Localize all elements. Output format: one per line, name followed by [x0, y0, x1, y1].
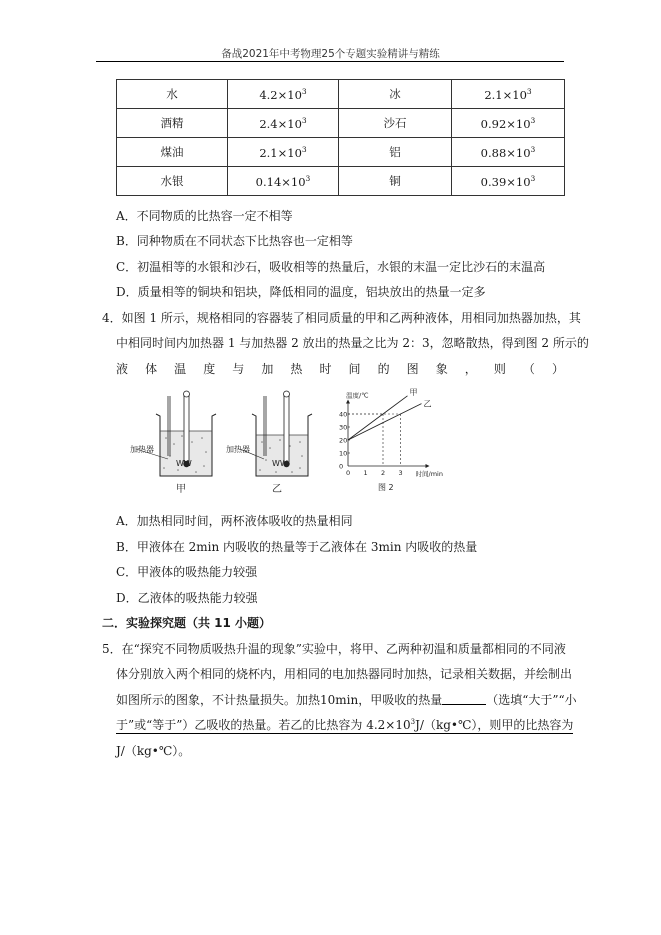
table-cell: [339, 80, 452, 109]
q4-stem-line-1: 4．如图 1 所示，规格相同的容器装了相同质量的甲和乙两种液体，用相同加热器加热，其: [102, 311, 581, 325]
heater-coil-label: WW: [272, 459, 288, 468]
cell-exponent: 3: [301, 144, 307, 154]
stem-char: ，: [464, 362, 477, 376]
table-cell: [117, 138, 228, 167]
cell-value: 沙石: [383, 116, 407, 130]
stem-char: 图: [406, 362, 419, 376]
q4-figure: [130, 386, 460, 498]
stem-char: 热: [290, 362, 303, 376]
q5-line-4-after: J/（kg•℃），则甲的比热容为: [415, 718, 574, 732]
table-cell: [228, 80, 339, 109]
cell-value: 0.88×10: [480, 145, 531, 160]
table-row: [117, 138, 565, 167]
cell-value: 酒精: [160, 116, 184, 130]
q4-stem-line-2: 中相同时间内加热器 1 与加热器 2 放出的热量之比为 2：3，忽略散热，得到图 2 所示的: [116, 336, 589, 350]
cell-value: 0.39×10: [480, 174, 531, 189]
q5-line-3-text: 如图所示的图象，不计热量损失。加热10min，甲吸收的热量: [116, 693, 443, 707]
beaker-jia: [130, 391, 216, 495]
cell-value: 2.1×10: [259, 145, 302, 160]
x-axis-arrow: [426, 464, 430, 468]
table-cell: [117, 80, 228, 109]
q3-option-a[interactable]: A．不同物质的比热容一定不相等: [116, 209, 293, 223]
cell-value: 2.4×10: [259, 116, 302, 131]
table-cell: [452, 167, 565, 196]
q5-line-4-text: 于”或“等于”）乙吸收的热量。若乙的比热容为 4.2×10: [116, 718, 411, 732]
x-tick-label: 0: [346, 469, 351, 477]
table-cell: [452, 80, 565, 109]
q5-line-3-after: （选填“大于”“小: [486, 693, 577, 707]
cell-value: 2.1×10: [484, 87, 527, 102]
cell-exponent: 3: [305, 173, 311, 183]
q3-option-b[interactable]: B．同种物质在不同状态下比热容也一定相等: [116, 234, 353, 248]
figure-caption: 图 2: [378, 483, 394, 492]
table-cell: [228, 167, 339, 196]
stem-char: 温: [174, 362, 187, 376]
table-cell: [117, 167, 228, 196]
series-line-jia: [348, 396, 408, 440]
q4-option-d[interactable]: D．乙液体的吸热能力较强: [116, 591, 258, 605]
y-axis-arrow: [346, 400, 350, 404]
table-cell: [452, 138, 565, 167]
q5-stem-line-2: 体分别放入两个相同的烧杯内，用相同的电加热器同时加热，记录相关数据，并绘制出: [116, 667, 573, 681]
cell-exponent: 3: [301, 86, 307, 96]
y-tick-label: 20: [339, 436, 348, 445]
stem-char: 间: [348, 362, 361, 376]
x-axis-label: 时间/min: [415, 470, 443, 478]
q5-line-4-sup: 3: [410, 718, 416, 726]
stem-char: 象: [435, 362, 448, 376]
stem-char: 的: [377, 362, 390, 376]
cell-value: 0.14×10: [255, 174, 306, 189]
table-row: [117, 109, 565, 138]
table-cell: [339, 138, 452, 167]
header-rule: [96, 61, 564, 62]
beaker-yi: [226, 391, 312, 495]
series-label: 甲: [409, 387, 418, 397]
table-cell: [228, 109, 339, 138]
y-axis-label: 温度/℃: [346, 391, 369, 400]
cell-value: 水: [166, 87, 178, 101]
x-tick-label: 2: [381, 469, 386, 477]
x-tick-label: 1: [363, 469, 368, 477]
stem-char: 则: [493, 362, 506, 376]
table-cell: [117, 109, 228, 138]
y-tick-label: 40: [339, 410, 348, 419]
table-row: [117, 167, 565, 196]
q5-blank-1[interactable]: [442, 693, 486, 705]
series-line-yi: [348, 404, 422, 440]
y-tick-label: 10: [339, 449, 348, 458]
stem-char: 与: [232, 362, 245, 376]
q5-stem-line-5: J/（kg•℃）。: [116, 744, 191, 758]
q3-option-d[interactable]: D．质量相等的铜块和铝块，降低相同的温度，铝块放出的热量一定多: [116, 285, 486, 299]
heater-label: 加热器: [130, 445, 154, 454]
q4-option-a[interactable]: A．加热相同时间，两杯液体吸收的热量相同: [116, 514, 353, 528]
cell-exponent: 3: [530, 144, 536, 154]
cell-exponent: 3: [530, 173, 536, 183]
cell-value: 铝: [389, 145, 401, 159]
y-tick-label: 30: [339, 423, 348, 432]
stem-char: 度: [203, 362, 216, 376]
heater-label: 加热器: [226, 445, 250, 454]
stem-char: （: [522, 362, 535, 376]
y-tick-label: 0: [339, 462, 344, 471]
q5-stem-line-4: [116, 716, 573, 734]
section-title: 二．实验探究题（共 11 小题）: [102, 616, 272, 630]
cell-value: 冰: [389, 87, 401, 101]
cell-value: 煤油: [160, 145, 184, 159]
page-header: 备战2021年中考物理25个专题实验精讲与精练: [221, 48, 440, 60]
stem-char: 加: [261, 362, 274, 376]
cell-exponent: 3: [526, 86, 532, 96]
table-cell: [228, 138, 339, 167]
table-cell: [339, 109, 452, 138]
table-row: [117, 80, 565, 109]
cell-value: 水银: [160, 174, 184, 188]
beaker-label: 乙: [272, 484, 282, 495]
specific-heat-table: [116, 79, 565, 196]
beaker-label: 甲: [176, 484, 186, 495]
stem-char: 体: [145, 362, 158, 376]
table-cell: [452, 109, 565, 138]
cell-exponent: 3: [301, 115, 307, 125]
temperature-time-chart: [339, 388, 443, 478]
stem-char: 时: [319, 362, 332, 376]
cell-value: 0.92×10: [480, 116, 531, 131]
stem-char: 液: [116, 362, 129, 376]
cell-value: 铜: [389, 174, 401, 188]
q5-stem-line-3: [116, 691, 577, 708]
q4-option-b[interactable]: B．甲液体在 2min 内吸收的热量等于乙液体在 3min 内吸收的热量: [116, 540, 478, 554]
q5-stem-line-1: 5．在“探究不同物质吸热升温的现象”实验中，将甲、乙两种初温和质量都相同的不同液: [102, 642, 566, 656]
q3-option-c[interactable]: C．初温相等的水银和沙石，吸收相等的热量后，水银的末温一定比沙石的末温高: [116, 260, 546, 274]
series-label: 乙: [423, 399, 432, 409]
q4-stem-line-3: [116, 360, 564, 377]
heater-coil-label: WW: [176, 459, 192, 468]
stem-char: ）: [551, 362, 564, 376]
q4-option-c[interactable]: C．甲液体的吸热能力较强: [116, 565, 258, 579]
cell-exponent: 3: [530, 115, 536, 125]
table-cell: [339, 167, 452, 196]
x-tick-label: 3: [398, 469, 403, 477]
cell-value: 4.2×10: [259, 87, 302, 102]
